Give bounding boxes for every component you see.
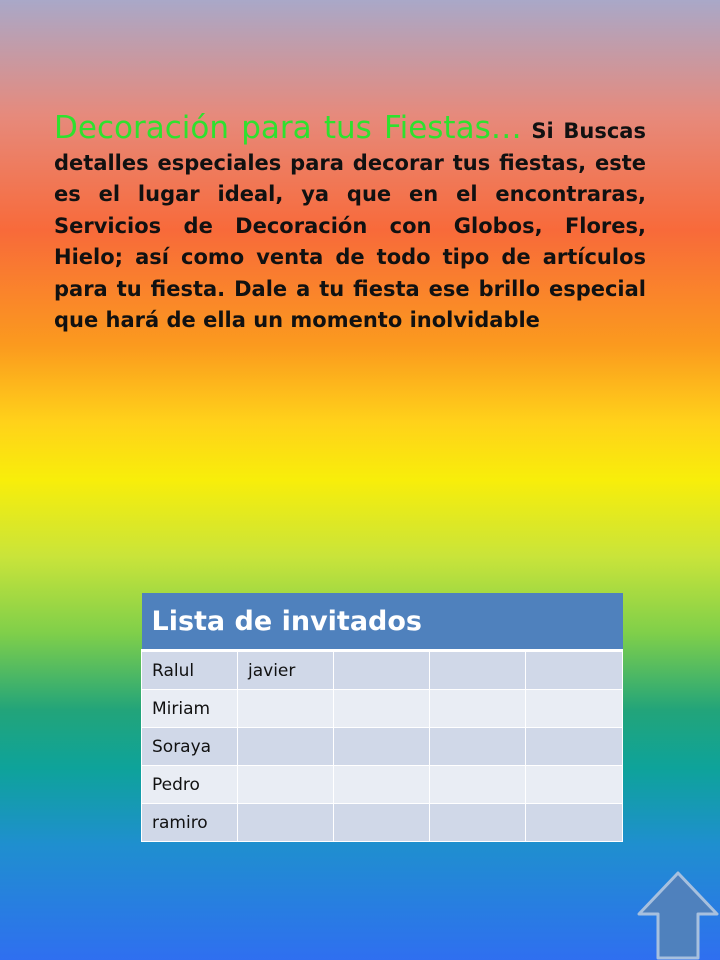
table-title: Lista de invitados [142,593,623,651]
table-cell: ramiro [142,804,238,842]
up-arrow-icon[interactable] [636,870,720,960]
table-cell [334,728,430,766]
table-row [142,804,623,842]
table-cell [430,651,526,690]
table-cell [238,728,334,766]
table-row [142,690,623,728]
table-cell: Pedro [142,766,238,804]
table-cell: Ralul [142,651,238,690]
table-cell [334,690,430,728]
intro-paragraph [54,110,646,337]
table-cell [430,690,526,728]
table-cell [238,690,334,728]
table-header-row [142,593,623,651]
table-cell [526,728,623,766]
table-cell [334,651,430,690]
table-cell: javier [238,651,334,690]
table-cell [526,766,623,804]
table-cell [430,804,526,842]
table-cell [526,690,623,728]
up-arrow-shape[interactable] [639,873,717,958]
table-row [142,651,623,690]
table-cell: Miriam [142,690,238,728]
table-cell [430,766,526,804]
table-cell [334,766,430,804]
guest-list-table [141,593,623,842]
table-cell [526,804,623,842]
table-cell: Soraya [142,728,238,766]
table-cell [238,804,334,842]
table-row [142,766,623,804]
table-cell [238,766,334,804]
table-cell [526,651,623,690]
table-cell [334,804,430,842]
headline: Decoración para tus Fiestas… [54,110,522,146]
table-cell [430,728,526,766]
intro-body: Si Buscas detalles especiales para decorar tus fiestas, este es el lugar ideal, ya que en el encontraras, Servicios de Decoración con Globos, Flores, Hielo; así como venta de todo tipo de artículos para tu fiesta. Dale a tu fiesta ese brillo especial que hará de ella un momento inolvidable [54,119,646,332]
table-row [142,728,623,766]
